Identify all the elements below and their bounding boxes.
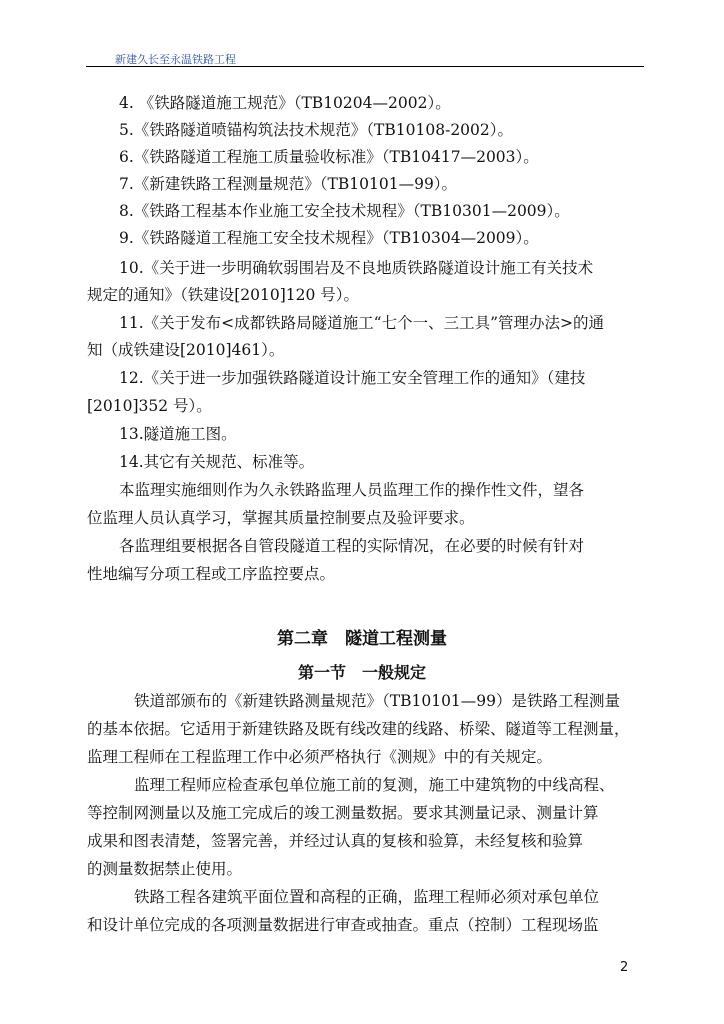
reference-item-5: 5.《铁路隧道喷锚构筑法技术规范》（TB10108-2002）。 xyxy=(119,121,514,139)
reference-item-11-cont: 知（成铁建设[2010]461）。 xyxy=(87,341,285,359)
running-header: 新建久长至永温铁路工程 xyxy=(115,53,236,66)
page-number: 2 xyxy=(620,960,629,975)
paragraph-line: 等控制网测量以及施工完成后的竣工测量数据。要求其测量记录、测量计算 xyxy=(87,804,599,822)
paragraph-line: 位监理人员认真学习，掌握其质量控制要点及验评要求。 xyxy=(87,509,475,527)
reference-item-13: 13.隧道施工图。 xyxy=(119,425,237,443)
reference-item-9: 9.《铁路隧道工程施工安全技术规程》（TB10304—2009）。 xyxy=(119,229,539,247)
paragraph-line: 的测量数据禁止使用。 xyxy=(87,860,243,878)
reference-item-8: 8.《铁路工程基本作业施工安全技术规程》（TB10301—2009）。 xyxy=(119,202,570,220)
section-title: 第一节 一般规定 xyxy=(297,663,426,682)
reference-item-10-cont: 规定的通知》（铁建设[2010]120 号）。 xyxy=(87,286,360,304)
chapter-title: 第二章 隧道工程测量 xyxy=(277,629,447,649)
paragraph-line: 性地编写分项工程或工序监控要点。 xyxy=(87,565,336,583)
paragraph-line: 铁路工程各建筑平面位置和高程的正确，监理工程师必须对承包单位 xyxy=(134,888,600,906)
reference-item-4: 4. 《铁路隧道施工规范》（TB10204—2002）。 xyxy=(119,94,451,112)
reference-item-14: 14.其它有关规范、标准等。 xyxy=(119,453,315,471)
paragraph-line: 和设计单位完成的各项测量数据进行审查或抽查。重点（控制）工程现场监 xyxy=(87,916,599,934)
reference-item-10: 10.《关于进一步明确软弱围岩及不良地质铁路隧道设计施工有关技术 xyxy=(119,259,594,277)
reference-item-12-cont: [2010]352 号）。 xyxy=(87,397,212,415)
reference-item-6: 6.《铁路隧道工程施工质量验收标准》（TB10417—2003）。 xyxy=(119,148,539,166)
paragraph-line: 监理工程师应检查承包单位施工前的复测，施工中建筑物的中线高程、 xyxy=(134,776,615,794)
paragraph-line: 的基本依据。它适用于新建铁路及既有线改建的线路、桥梁、隧道等工程测量， xyxy=(87,720,630,738)
header-rule xyxy=(86,66,644,67)
reference-item-7: 7.《新建铁路工程测量规范》（TB10101—99）。 xyxy=(119,175,458,193)
reference-item-12: 12.《关于进一步加强铁路隧道设计施工安全管理工作的通知》（建技 xyxy=(119,369,586,387)
paragraph-line: 成果和图表清楚，签署完善，并经过认真的复核和验算，未经复核和验算 xyxy=(87,832,584,850)
paragraph-line: 各监理组要根据各自管段隧道工程的实际情况，在必要的时候有针对 xyxy=(119,537,585,555)
paragraph-line: 本监理实施细则作为久永铁路监理人员监理工作的操作性文件，望各 xyxy=(119,481,585,499)
paragraph-line: 监理工程师在工程监理工作中必须严格执行《测规》中的有关规定。 xyxy=(87,748,553,766)
reference-item-11: 11.《关于发布<成都铁路局隧道施工“七个一、三工具”管理办法>的通 xyxy=(119,314,604,332)
paragraph-line: 铁道部颁布的《新建铁路测量规范》（TB10101—99）是铁路工程测量 xyxy=(134,692,621,710)
